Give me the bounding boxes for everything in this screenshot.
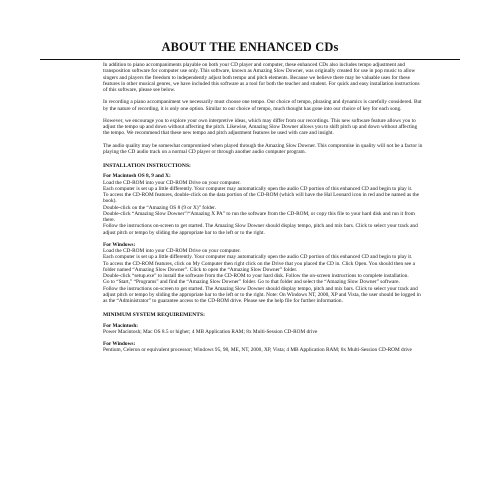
mac-install-step: To access the CD-ROM features, double-click on the data portion of the CD-ROM (which will have the Hal Leonard icon in red and be named as the book). <box>103 192 420 205</box>
win-requirements-text: Pentium, Celeron or equivalent processor; Windows 95, 98, ME, NT, 2000, XP, Vista; 4 MB Application RAM; 8x Multi-Session CD-ROM drive <box>103 347 412 354</box>
win-requirements-subheading: For Windows: <box>103 341 136 347</box>
win-install-steps <box>103 248 423 304</box>
win-install-subheading: For Windows: <box>103 241 136 248</box>
intro-paragraph-3: However, we encourage you to explore your own interpretive ideas, which may differ from our recordings. This new software feature allows you to adjust the tempo up and down without affecting the pitch. Likewise, Amazing Slow Downer allows you to shift pitch up and down without affecting the tempo. We recommend that these new tempo and pitch adjustment features be used with care and insight. <box>103 117 418 137</box>
win-install-step: Each computer is set up a little differently. Your computer may automatically open the audio CD portion of this enhanced CD and begin to play it. <box>103 254 413 261</box>
mac-install-step: Each computer is set up a little differently. Your computer may automatically open the audio CD portion of this enhanced CD and begin to play it. <box>103 185 413 192</box>
intro-paragraph-1: In addition to piano accompaniments playable on both your CD player and computer, these enhanced CDs also includes tempo adjustment and transposition software for computer use only. This software, known as Amazing Slow Downer, was originally created for use in pop music to allow singers and players the freedom to independently adjust both tempo and pitch elements. Because we believe there may be valuable uses for these features in other musical genres, we have included this software as a tool for both the teacher and student. For quick and easy installation instructions of this software, please see below. <box>103 62 420 93</box>
mac-install-steps <box>103 180 423 236</box>
win-install-step: Load the CD-ROM into your CD-ROM Drive on your computer. <box>103 248 241 254</box>
page-title: ABOUT THE ENHANCED CDs <box>40 40 460 60</box>
intro-paragraph-2: In recording a piano accompaniment we necessarily must choose one tempo. Our choice of tempo, phrasing and dynamics is carefully considered. But by the nature of recording, it is only one option. Similar to our choice of tempo, much thought has gone into our choice of key for each song. <box>103 99 422 112</box>
mac-install-subheading: For Macintosh OS 8, 9 and X: <box>103 173 171 180</box>
win-install-step: Go to “Start,” “Programs” and find the “Amazing Slow Downer” folder. Go to that folder and select the “Amazing Slow Downer” software. <box>103 279 400 286</box>
win-install-step: Double-click “setup.exe” to install the software from the CD-ROM to your hard disk. Follow the on-screen instructions to complete installation. <box>103 273 409 279</box>
document-body <box>103 62 423 354</box>
win-install-step: Follow the instructions on-screen to get started. The Amazing Slow Downer should display tempo, pitch and mix bars. Click to select your track and adjust pitch or tempo by sliding the appropriate bar to the left or to the right. Note: On Windows NT, 2000, XP and Vista, the user should be logged in as the “Administrator” to guarantee access to the CD-ROM drive. Please see the help file for further information. <box>103 285 421 304</box>
requirements-heading: MINIMUM SYSTEM REQUIREMENTS: <box>103 312 205 319</box>
mac-requirements-text: Power Macintosh; Mac OS 8.5 or higher; 4 MB Application RAM; 8x Multi-Session CD-ROM drive <box>103 328 318 335</box>
mac-install-step: Follow the instructions on-screen to get started. The Amazing Slow Downer should display tempo, pitch and mix bars. Click to select your track and adjust pitch or tempo by sliding the appropriate bar to the left or to the right. <box>103 223 418 236</box>
mac-requirements-subheading: For Macintosh: <box>103 322 139 329</box>
mac-install-step: Double-click “Amazing Slow Downer”/“Amazing X PA” to run the software from the CD-ROM, or copy this file to your hard disk and run it from there. <box>103 210 415 223</box>
title-block <box>0 38 500 60</box>
mac-install-step: Load the CD-ROM into your CD-ROM Drive on your computer. <box>103 179 241 186</box>
intro-paragraph-4: The audio quality may be somewhat compromised when played through the Amazing Slow Downer. This compromise in quality will not be a factor in playing the CD audio track on a normal CD player or through another audio computer program. <box>103 142 423 155</box>
mac-install-step: Double-click on the “Amazing OS 8 (9 or X)” folder. <box>103 204 216 211</box>
win-install-step: To access the CD-ROM features, click on My Computer then right click on the Drive that you placed the CD in. Click Open. You should then see a folder named “Amazing Slow Downer”. Click to open the “Amazing Slow Downer” folder. <box>103 260 415 273</box>
installation-heading: INSTALLATION INSTRUCTIONS: <box>103 163 191 169</box>
